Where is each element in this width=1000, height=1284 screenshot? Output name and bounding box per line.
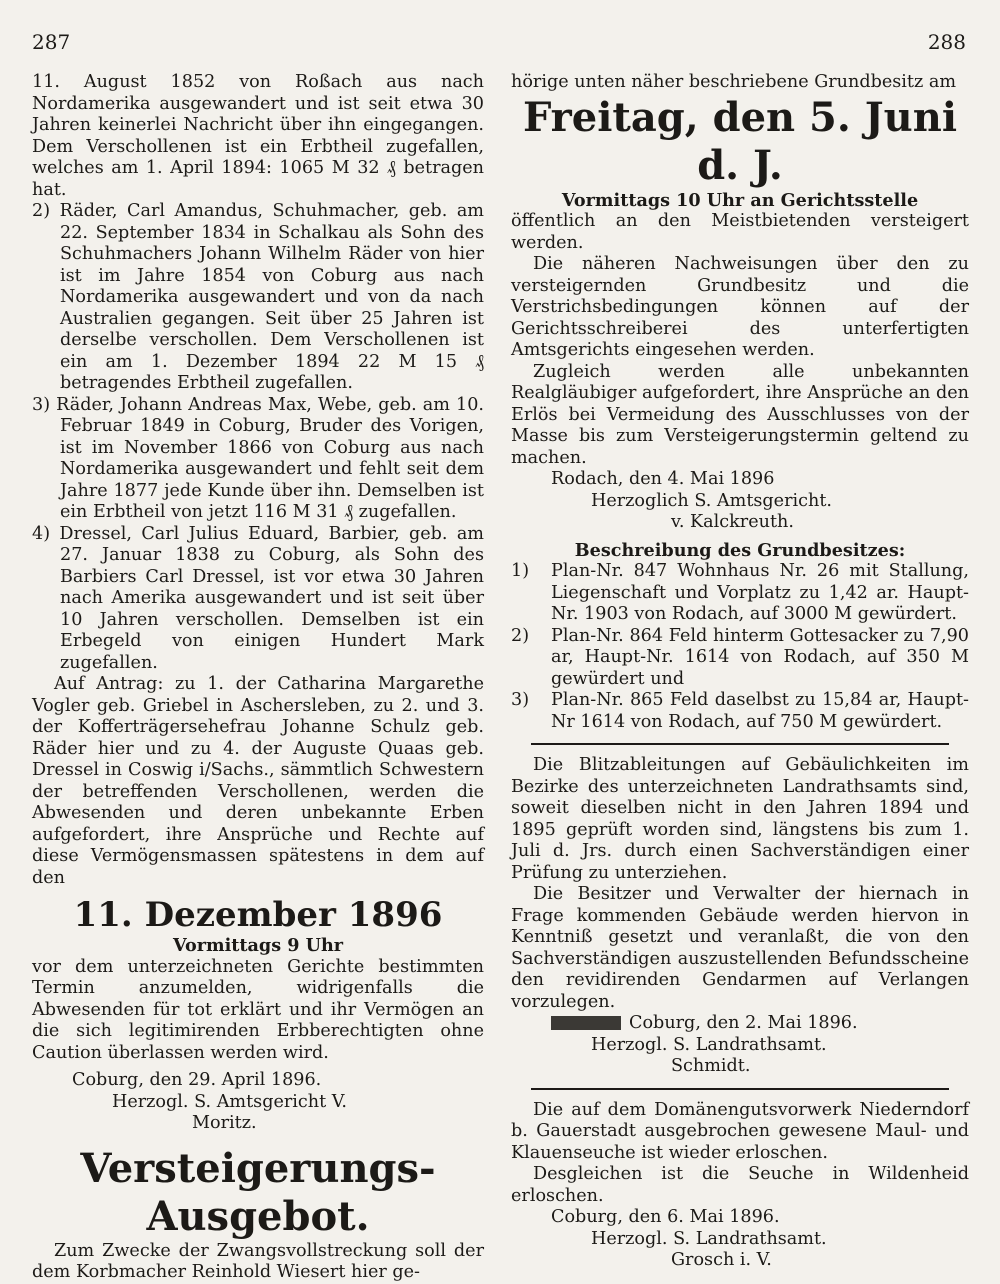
list-item — [511, 561, 969, 626]
list-text: Plan-Nr. 847 Wohnhaus Nr. 26 mit Stallung, Liegenschaft und Vorplatz zu 1,42 ar. Haupt-Nr. 1903 von Rodach, auf 3000 M gewürdert. — [551, 561, 969, 624]
paragraph: Die näheren Nachweisungen über den zu versteigernden Grundbesitz und die Verstrichsbedingungen können auf der Gerichtsschreiberei des unterfertigten Amtsgerichts eingesehen werden. — [511, 254, 969, 360]
signature-place-date-text: Coburg, den 2. Mai 1896. — [629, 1013, 858, 1033]
signature-authority: Herzogl. S. Amtsgericht V. — [112, 1091, 347, 1112]
list-number: 2) — [511, 625, 530, 646]
paragraph: 4) Dressel, Carl Julius Eduard, Barbier, geb. am 27. Januar 1838 zu Coburg, als Sohn des Barbiers Carl Dressel, ist vor etwa 30 Jahren nach Amerika ausgewandert und ist seit über 10 Jahren verschollen. Demselben ist ein Erbegeld von einigen Hundert Mark zugefallen. — [32, 523, 484, 673]
signature-place-date: Coburg, den 6. Mai 1896. — [551, 1207, 780, 1227]
list-item — [511, 626, 969, 691]
list-number: 3) — [511, 690, 530, 710]
date-heading: 11. Dezember 1896 — [73, 895, 443, 935]
auction-heading: Versteigerungs-Ausgebot. — [80, 1144, 436, 1240]
signature-place-date: Coburg, den 29. April 1896. — [72, 1070, 322, 1090]
date-heading: Freitag, den 5. Juni d. J. — [522, 93, 958, 189]
page-number-left: 287 — [32, 30, 71, 54]
signature-authority: Herzogl. S. Landrathsamt. — [591, 1034, 827, 1055]
page-number-right: 288 — [927, 30, 966, 54]
list-text: Plan-Nr. 865 Feld daselbst zu 15,84 ar, Haupt-Nr 1614 von Rodach, auf 750 M gewürdert. — [551, 690, 969, 732]
list-item — [511, 690, 969, 733]
paragraph: Die auf dem Domänengutsvorwerk Niederndorf b. Gauerstadt ausgebrochen gewesene Maul- und Klauenseuche ist wieder erloschen. — [511, 1099, 969, 1163]
signature-authority: Herzogl. S. Landrathsamt. — [591, 1228, 827, 1249]
signature-place-date — [511, 1013, 969, 1035]
paragraph: Auf Antrag: zu 1. der Catharina Margarethe Vogler geb. Griebel in Aschersleben, zu 2. und 3. der Kofferträgersehefrau Johanne Schulz geb. Räder hier und zu 4. der Auguste Quaas geb. Dressel in Coswig i/Sachs., sämmtlich Schwestern der betreffenden Verschollenen, werden die Abwesenden und deren unbekannte Erben aufgefordert, ihre Ansprüche und Rechte auf diese Vermögensmassen spätestens in dem auf den — [32, 674, 484, 888]
ink-smudge — [551, 1016, 621, 1030]
paragraph: öffentlich an den Meistbietenden versteigert werden. — [511, 211, 969, 253]
time-subheading: Vormittags 10 Uhr an Gerichtsstelle — [561, 189, 919, 211]
paragraph: Desgleichen ist die Seuche in Wildenheid erloschen. — [511, 1164, 969, 1206]
paragraph: Zum Zwecke der Zwangsvollstreckung soll der dem Korbmacher Reinhold Wiesert hier ge- — [32, 1240, 484, 1282]
list-number: 1) — [511, 561, 530, 581]
paragraph: 11. August 1852 von Roßach aus nach Nordamerika ausgewandert und ist seit etwa 30 Jahren keinerlei Nachricht über ihn eingegangen. Dem Verschollenen ist ein Erbtheil zugefallen, welches am 1. April 1894: 1065 M 32 ₰ betragen hat. — [32, 72, 484, 200]
time-subheading: Vormittags 9 Uhr — [172, 935, 344, 956]
signature-name: v. Kalckreuth. — [671, 512, 794, 532]
divider — [531, 1088, 949, 1090]
paragraph: Zugleich werden alle unbekannten Realgläubiger aufgefordert, ihre Ansprüche an den Erlös bei Vermeidung des Ausschlusses von der Masse bis zum Versteigerungstermin geltend zu machen. — [511, 361, 969, 468]
description-heading: Beschreibung des Grundbesitzes: — [574, 539, 906, 561]
paragraph: hörige unten näher beschriebene Grundbesitz am — [511, 72, 957, 92]
right-column — [511, 72, 969, 1272]
signature-name: Schmidt. — [671, 1056, 751, 1076]
signature-name: Grosch i. V. — [671, 1250, 772, 1270]
signature-authority: Herzoglich S. Amtsgericht. — [591, 490, 832, 511]
paragraph: Die Blitzableitungen auf Gebäulichkeiten im Bezirke des unterzeichneten Landrathsamts sind, soweit dieselben nicht in den Jahren 1894 und 1895 geprüft worden sind, längstens bis zum 1. Juli d. Jrs. durch einen Sachverständigen einer Prüfung zu unterziehen. — [511, 755, 969, 883]
left-column — [32, 72, 484, 1284]
list-text: Plan-Nr. 864 Feld hinterm Gottesacker zu 7,90 ar, Haupt-Nr. 1614 von Rodach, auf 350 M gewürdert und — [551, 625, 969, 689]
signature-name: Moritz. — [192, 1113, 257, 1133]
signature-place-date: Rodach, den 4. Mai 1896 — [551, 469, 775, 489]
paragraph: vor dem unterzeichneten Gerichte bestimmten Termin anzumelden, widrigenfalls die Abwesenden für tot erklärt und ihr Vermögen an die sich legitimirenden Erbberechtigten ohne Caution überlassen werden wird. — [32, 956, 484, 1063]
paragraph: 3) Räder, Johann Andreas Max, Webe, geb. am 10. Februar 1849 in Coburg, Bruder des Vorigen, ist im November 1866 von Coburg aus nach Nordamerika ausgewandert und fehlt seit dem Jahre 1877 jede Kunde über ihn. Demselben ist ein Erbtheil von jetzt 116 M 31 ₰ zugefallen. — [32, 394, 484, 522]
paragraph: 2) Räder, Carl Amandus, Schuhmacher, geb. am 22. September 1834 in Schalkau als Sohn des Schuhmachers Johann Wilhelm Räder von hier ist im Jahre 1854 von Coburg aus nach Nordamerika ausgewandert und von da nach Australien gegangen. Seit über 25 Jahren ist derselbe verschollen. Dem Verschollenen ist ein am 1. Dezember 1894 22 M 15 ₰ betragendes Erbtheil zugefallen. — [32, 201, 484, 393]
divider — [531, 743, 949, 745]
paragraph: Die Besitzer und Verwalter der hiernach in Frage kommenden Gebäude werden hiervon in Kenntniß gesetzt und veranlaßt, die von den Sachverständigen auszustellenden Befundsscheine den revidirenden Gendarmen auf Verlangen vorzulegen. — [511, 884, 969, 1012]
